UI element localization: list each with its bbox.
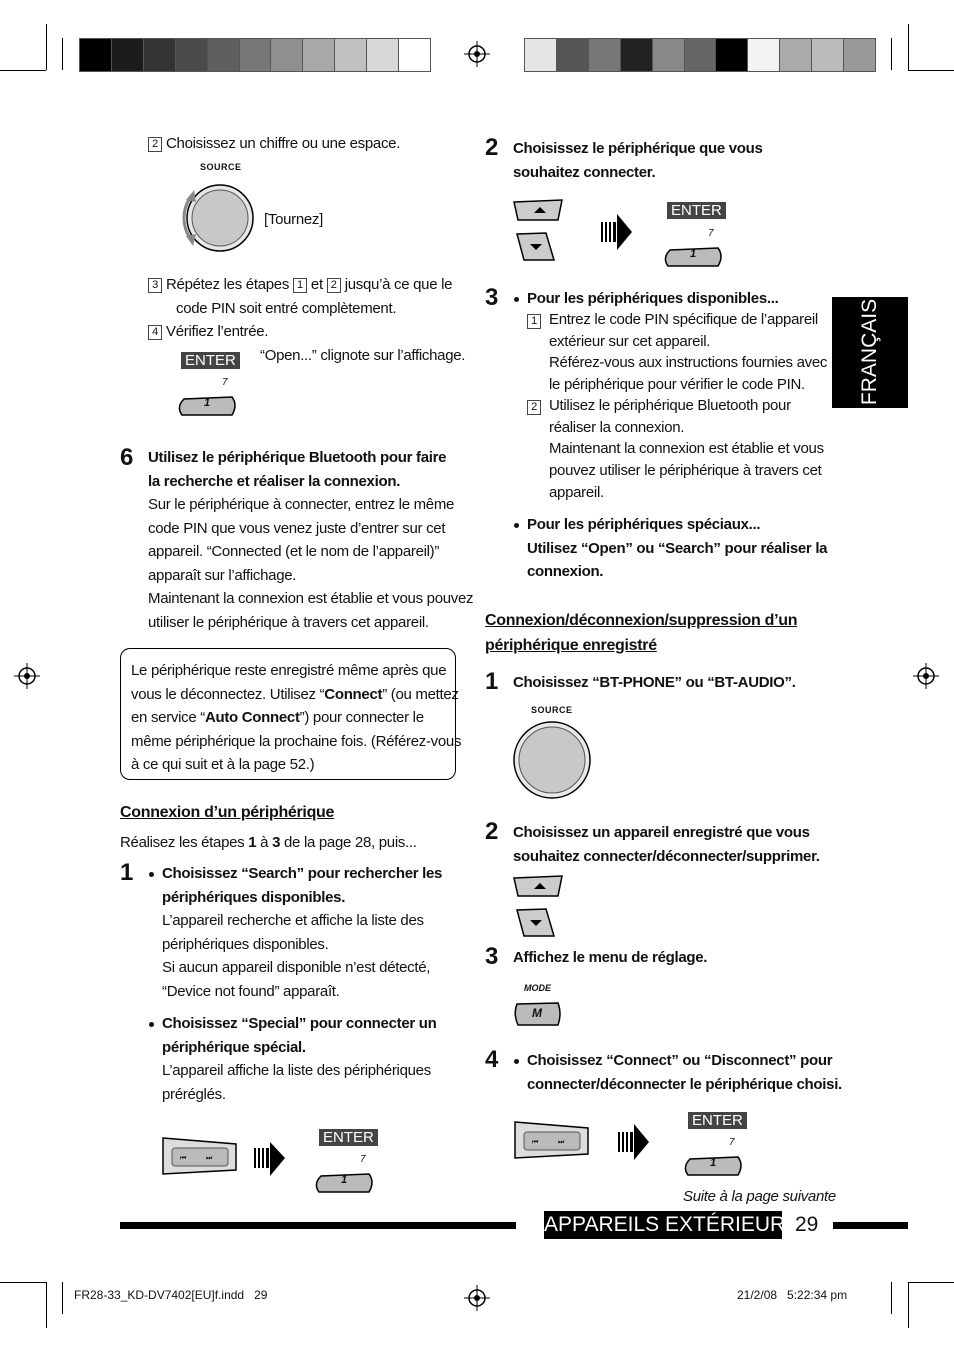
preset-key-1-button[interactable]: 1 [662,246,724,270]
print-date: 21/2/08 5:22:34 pm [737,1288,848,1302]
crop-mark [62,38,63,70]
crop-mark [46,24,47,70]
key-number-label: 7 [708,228,714,239]
footer-section-label: APPAREILS EXTÉRIEURS [544,1211,782,1239]
crop-mark [46,1282,47,1328]
bullet [149,872,154,877]
substep-1-marker: 1 [527,309,545,333]
r-step-1-number: 1 [485,668,499,695]
enter-label: ENTER [181,352,240,369]
bullet-search-body: L’appareil recherche et affiche la liste des périphériques disponibles. Si aucun appareil disponible n’est détecté, “Device not found” apparaît. [162,912,431,1000]
footer-rule-left [120,1222,516,1229]
bullet [149,1022,154,1027]
note-box: Le périphérique reste enregistré même après que vous le déconnectez. Utilisez “Connect” (ou mettez en service “Auto Connect”) pour connecter le même périphérique la prochaine fois. (Référez-vous à ce qui suit et à la page 52.) [120,648,456,780]
arrow-right-icon [618,1122,650,1166]
enter-label: ENTER [667,202,726,219]
svg-text:⏮: ⏮ [532,1138,539,1146]
bullet-available-title: Pour les périphériques disponibles... [527,290,779,307]
substep-2-body: Utilisez le périphérique Bluetooth pour réaliser la connexion. Maintenant la connexion est établie et vous pouvez utiliser le périphérique à travers cet appareil. [549,397,824,501]
section-title-manage: Connexion/déconnexion/suppression d’un périphérique enregistré [485,612,798,654]
mode-label: MODE [524,983,551,993]
step-6-number: 6 [120,444,134,471]
control-button-panel-icon[interactable] [512,1118,592,1162]
control-button-panel-icon[interactable] [160,1134,240,1178]
file-slug: FR28-33_KD-DV7402[EU]f.indd 29 [74,1288,268,1302]
crop-mark [908,1282,909,1328]
r-step-4-title: Choisissez “Connect” ou “Disconnect” pour connecter/déconnecter le périphérique choisi. [527,1052,842,1093]
source-rotary-knob-icon[interactable] [172,176,262,260]
step-3-number: 3 [485,284,499,311]
bullet [514,1059,519,1064]
substep-2-marker: 2 [527,395,545,419]
arrow-right-icon [601,212,633,256]
r-step-4-number: 4 [485,1046,499,1073]
bullet-special-devices: Pour les périphériques spéciaux... Utilisez “Open” ou “Search” pour réaliser la connexion. [527,516,828,580]
language-tab-label: FRANÇAIS [858,298,881,406]
svg-text:⏮: ⏮ [180,1154,187,1162]
bullet [514,523,519,528]
registration-mark-icon [912,662,940,690]
substep-3-cont: code PIN soit entré complètement. [176,300,397,317]
crop-mark [891,1282,892,1314]
preset-key-1-button[interactable]: 1 [682,1155,744,1179]
svg-text:⏭: ⏭ [206,1154,213,1162]
preset-key-1-button[interactable]: 1 [176,395,236,417]
registration-mark-icon [463,1284,491,1312]
enter-label: ENTER [319,1129,378,1146]
rotate-instruction: [Tournez] [264,211,323,228]
footer-rule-right [833,1222,908,1229]
step-2-title: Choisissez le périphérique que vous souhaitez connecter. [513,140,763,181]
r-step-2-number: 2 [485,818,499,845]
down-button-icon[interactable] [514,230,556,264]
step-6-title: Utilisez le périphérique Bluetooth pour faire la recherche et réaliser la connexion. [148,449,447,490]
crop-mark [62,1282,63,1314]
intro-text: Réalisez les étapes 1 à 3 de la page 28, puis... [120,834,417,851]
crop-mark [908,1282,954,1283]
substep-4: 4 Vérifiez l’entrée. [148,320,268,344]
crop-mark [891,38,892,70]
print-color-bar-left [79,38,431,72]
crop-mark [908,70,954,71]
substep-2: 2 Choisissez un chiffre ou une espace. [148,132,400,156]
page-number: 29 [795,1213,819,1236]
r-step-3-number: 3 [485,943,499,970]
continued-note: Suite à la page suivante [683,1188,836,1205]
key-number-label: 7 [729,1137,735,1148]
source-label: SOURCE [531,705,573,715]
print-color-bar-right [524,38,876,72]
up-button-icon[interactable] [512,198,564,224]
registration-mark-icon [463,40,491,68]
step-1-number: 1 [120,859,134,886]
bullet [514,297,519,302]
up-button-icon[interactable] [512,874,564,900]
key-number-label: 7 [360,1154,366,1165]
source-knob-icon[interactable] [512,720,592,800]
step-6-body: Sur le périphérique à connecter, entrez le même code PIN que vous venez juste d’entrer sur cet appareil. “Connected (et le nom de l’appareil)” apparaît sur l’affichage. Maintenant la connexion est établie et vous pouvez utiliser le périphérique à travers cet appareil. [148,496,474,631]
section-title-connect: Connexion d’un périphérique [120,804,335,821]
crop-mark [0,70,46,71]
r-step-3-title: Affichez le menu de réglage. [513,949,708,966]
substep-1-body: Entrez le code PIN spécifique de l’appareil extérieur sur cet appareil. Référez-vous aux instructions fournies avec le périphérique pour vérifier le code PIN. [549,311,828,394]
bullet-search-title: Choisissez “Search” pour rechercher les périphériques disponibles. [162,865,443,906]
r-step-1-title: Choisissez “BT-PHONE” ou “BT-AUDIO”. [513,674,796,691]
down-button-icon[interactable] [514,906,556,940]
r-step-2-title: Choisissez un appareil enregistré que vous souhaitez connecter/déconnecter/supprimer. [513,824,820,865]
preset-key-1-button[interactable]: 1 [313,1172,375,1196]
mode-button[interactable]: M [512,1000,562,1028]
enter-label: ENTER [688,1112,747,1129]
arrow-right-icon [254,1138,286,1182]
key-number-label: 7 [222,377,228,388]
svg-text:⏭: ⏭ [558,1138,565,1146]
source-label: SOURCE [200,162,242,172]
language-tab [832,297,908,408]
crop-mark [0,1282,46,1283]
bullet-special-body: L’appareil affiche la liste des périphériques préréglés. [162,1062,431,1103]
registration-mark-icon [13,662,41,690]
bullet-special-title: Choisissez “Special” pour connecter un périphérique spécial. [162,1015,437,1056]
open-blink-text: “Open...” clignote sur l’affichage. [260,347,466,364]
step-2-number: 2 [485,134,499,161]
substep-3: 3 Répétez les étapes 1 et 2 jusqu’à ce que le [148,273,452,297]
crop-mark [908,24,909,70]
